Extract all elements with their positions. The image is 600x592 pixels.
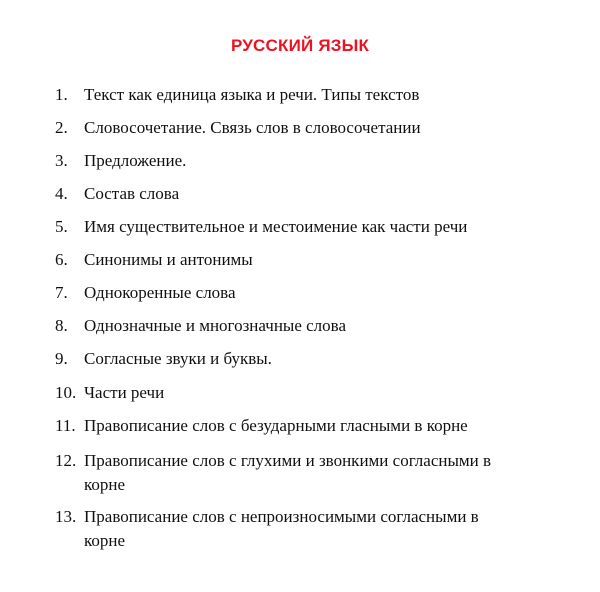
page-title: РУССКИЙ ЯЗЫК xyxy=(230,36,370,55)
item-number: 2. xyxy=(55,118,68,137)
item-text: Имя существительное и местоимение как части речи xyxy=(84,217,468,236)
item-number: 7. xyxy=(55,283,68,302)
item-text: Однокоренные слова xyxy=(84,283,236,302)
item-number: 13. xyxy=(55,507,77,526)
item-number: 9. xyxy=(55,349,68,368)
item-number: 4. xyxy=(55,184,68,203)
item-text: Правописание слов с безударными гласными в корне xyxy=(84,416,468,435)
item-number: 1. xyxy=(55,85,68,104)
item-text: Словосочетание. Связь слов в словосочетании xyxy=(84,118,421,137)
item-text: Синонимы и антонимы xyxy=(84,250,253,269)
item-number: 3. xyxy=(55,151,68,170)
item-text: Правописание слов с глухими и звонкими согласными в корне xyxy=(84,451,492,494)
item-number: 8. xyxy=(55,316,68,335)
item-text: Предложение. xyxy=(84,151,187,170)
item-text: Состав слова xyxy=(84,184,180,203)
item-number: 6. xyxy=(55,250,68,269)
item-number: 12. xyxy=(55,451,77,470)
item-number: 11. xyxy=(55,416,76,435)
item-text: Согласные звуки и буквы. xyxy=(84,349,272,368)
item-number: 10. xyxy=(55,383,77,402)
item-text: Части речи xyxy=(84,383,165,402)
item-text: Правописание слов с непроизносимыми согласными в корне xyxy=(84,507,479,550)
item-number: 5. xyxy=(55,217,68,236)
item-text: Однозначные и многозначные слова xyxy=(84,316,347,335)
item-text: Текст как единица языка и речи. Типы текстов xyxy=(84,85,420,104)
